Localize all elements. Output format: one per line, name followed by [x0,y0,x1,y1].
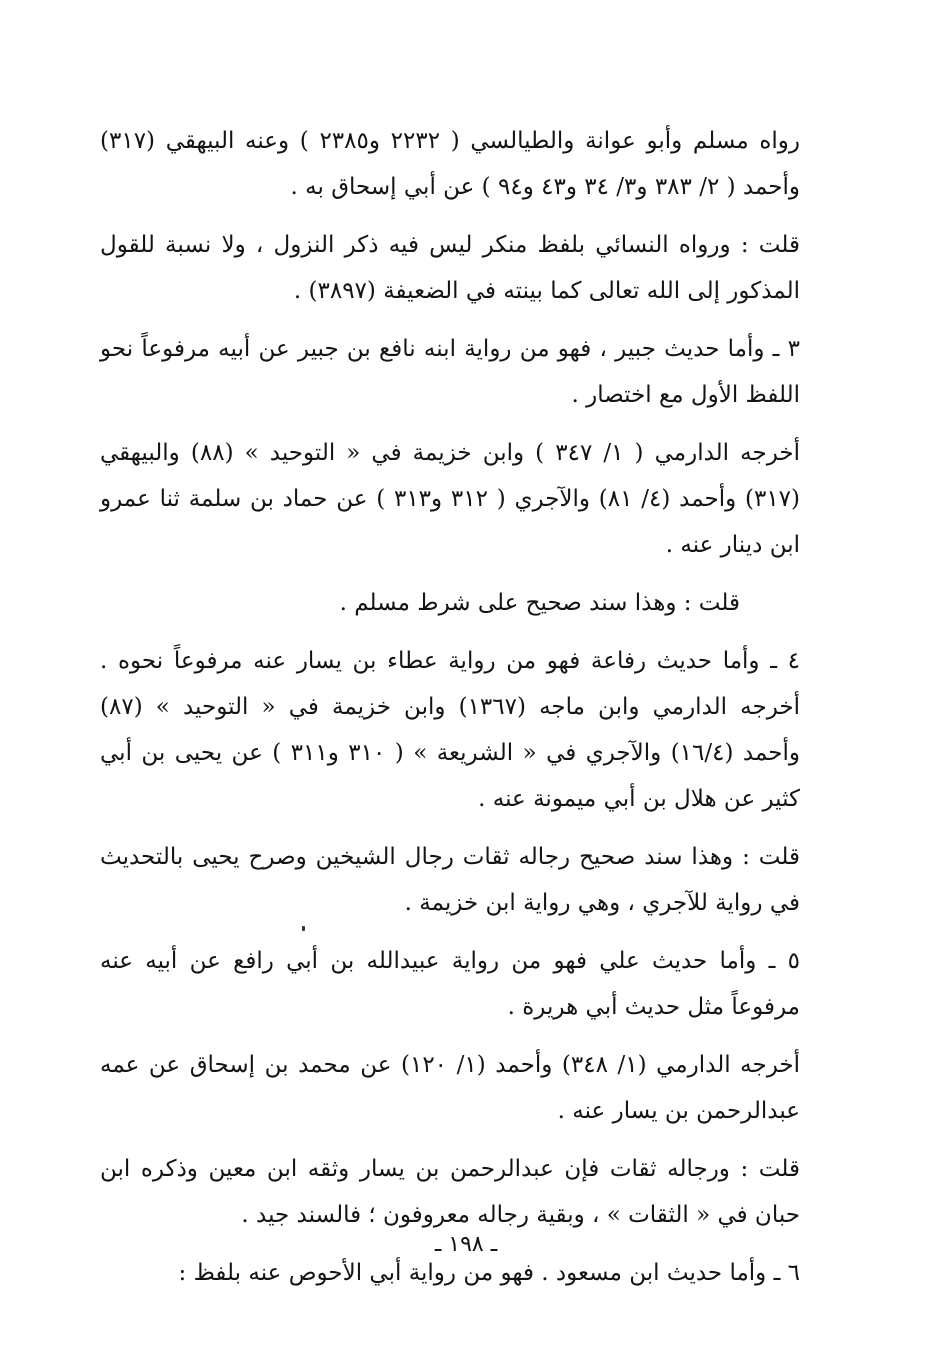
paragraph-10: قلت : ورجاله ثقات فإن عبدالرحمن بن يسار وثقه ابن معين وذكره ابن حبان في « الثقات » ، وبقية رجاله معروفون ؛ فالسند جيد . [100,1156,800,1228]
paragraph-1: رواه مسلم وأبو عوانة والطيالسي ( ٢٢٣٢ و٢٣٨٥ ) وعنه البيهقي (٣١٧) وأحمد ( ٢/ ٣٨٣ و٣/ ٣٤ و٤٣ و٩٤ ) عن أبي إسحاق به . [100,128,800,200]
paragraph-3: ٣ ـ وأما حديث جبير ، فهو من رواية ابنه نافع بن جبير عن أبيه مرفوعاً نحو اللفظ الأول مع اختصار . [100,336,800,408]
paragraph-8: ٥ ـ وأما حديث علي فهو من رواية عبيدالله بن أبي رافع عن أبيه عنه مرفوعاً مثل حديث أبي هريرة . [100,948,800,1020]
page-number: ـ ١٩٨ ـ [434,1232,498,1257]
paragraph-11: ٦ ـ وأما حديث ابن مسعود . فهو من رواية أبي الأحوص عنه بلفظ : [178,1260,800,1286]
paragraph-6: ٤ ـ وأما حديث رفاعة فهو من رواية عطاء بن يسار عنه مرفوعاً نحوه . أخرجه الدارمي وابن ماجه (١٣٦٧) وابن خزيمة في « التوحيد » (٨٧) وأحمد (١٦/٤) والآجري في « الشريعة » ( ٣١٠ و٣١١ ) عن يحيى بن أبي كثير عن هلال بن أبي ميمونة عنه . [100,648,801,812]
paragraph-4: أخرجه الدارمي ( ١/ ٣٤٧ ) وابن خزيمة في « التوحيد » (٨٨) والبيهقي (٣١٧) وأحمد (٤/ ٨١) والآجري ( ٣١٢ و٣١٣ ) عن حماد بن سلمة ثنا عمرو ابن دينار عنه . [100,440,801,558]
paragraph-5: قلت : وهذا سند صحيح على شرط مسلم . [339,590,740,616]
paragraph-9: أخرجه الدارمي (١/ ٣٤٨) وأحمد (١/ ١٢٠) عن محمد بن إسحاق عن عمه عبدالرحمن بن يسار عنه . [100,1052,800,1124]
paragraph-2: قلت : ورواه النسائي بلفظ منكر ليس فيه ذكر النزول ، ولا نسبة للقول المذكور إلى الله تعالى كما بينته في الضعيفة (٣٨٩٧) . [100,232,800,304]
ink-speck [302,926,305,931]
page-body [100,118,800,1308]
paragraph-7: قلت : وهذا سند صحيح رجاله ثقات رجال الشيخين وصرح يحيى بالتحديث في رواية للآجري ، وهي رواية ابن خزيمة . [100,844,800,916]
